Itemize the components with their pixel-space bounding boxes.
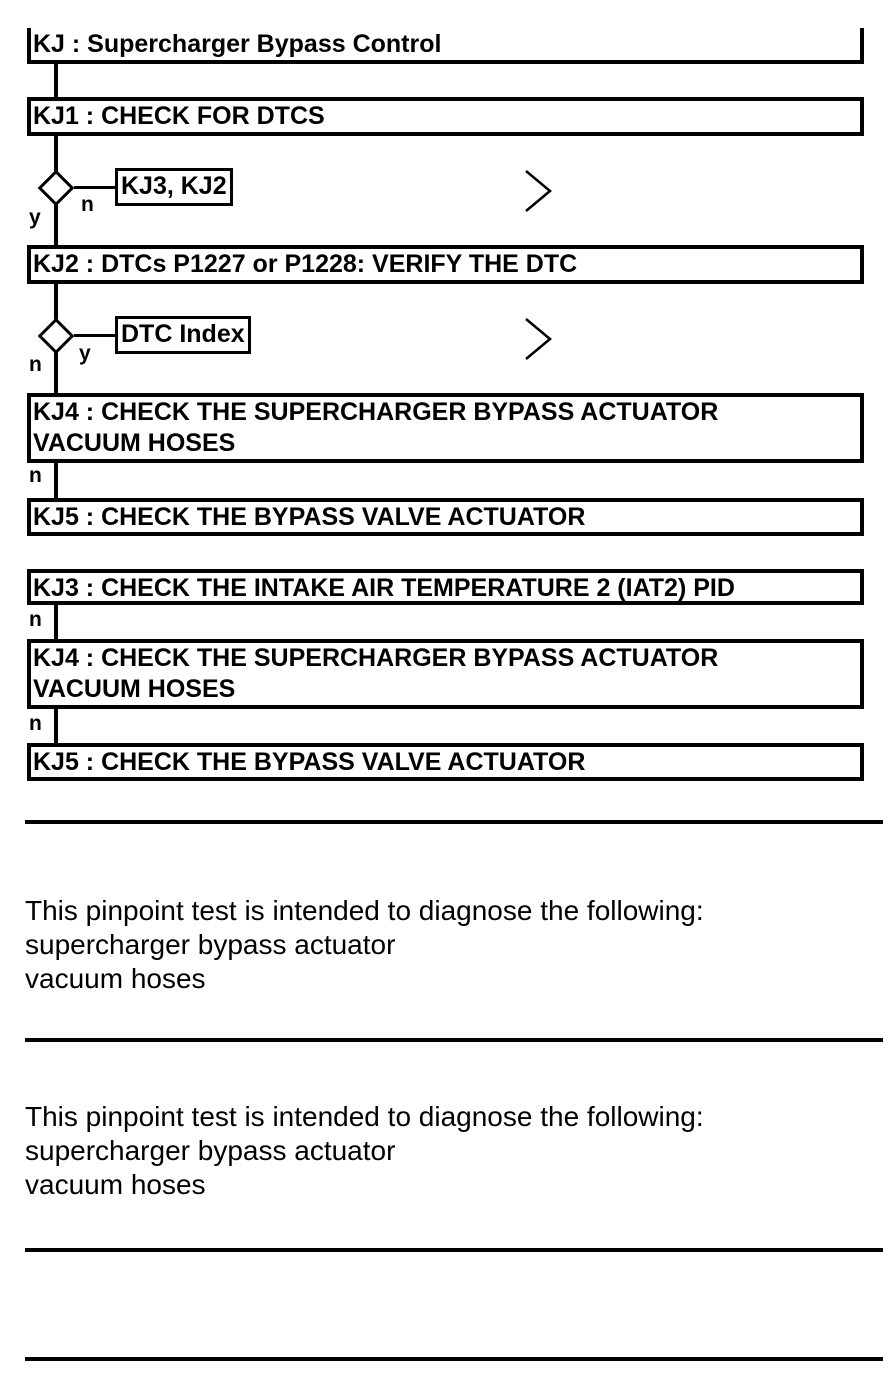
branch-no-label: n [29, 353, 42, 376]
connector [74, 186, 116, 189]
jump-target-kj3-kj2[interactable]: KJ3, KJ2 [115, 168, 233, 206]
step-kj4[interactable]: KJ4 : CHECK THE SUPERCHARGER BYPASS ACTUATOR VACUUM HOSES [27, 639, 864, 709]
divider [25, 1357, 883, 1361]
connector [54, 203, 58, 247]
test-description: This pinpoint test is intended to diagnose the following: supercharger bypass actuator vacuum hoses [25, 1101, 704, 1200]
divider [25, 1038, 883, 1042]
divider [25, 820, 883, 824]
step-kj3[interactable]: KJ3 : CHECK THE INTAKE AIR TEMPERATURE 2 (IAT2) PID [27, 569, 864, 605]
chevron-right-icon[interactable] [522, 316, 554, 362]
branch-no-label: n [29, 712, 42, 735]
divider [25, 1248, 883, 1252]
connector [54, 351, 58, 395]
step-kj2[interactable]: KJ2 : DTCs P1227 or P1228: VERIFY THE DTC [27, 245, 864, 284]
decision-diamond-icon [38, 318, 75, 355]
connector [74, 334, 116, 337]
connector [54, 463, 58, 499]
step-kj5[interactable]: KJ5 : CHECK THE BYPASS VALVE ACTUATOR [27, 498, 864, 536]
step-kj5[interactable]: KJ5 : CHECK THE BYPASS VALVE ACTUATOR [27, 743, 864, 781]
branch-no-label: n [81, 193, 94, 216]
flowchart-title-text: KJ : Supercharger Bypass Control [33, 30, 442, 58]
flowchart-title [27, 28, 864, 64]
jump-target-dtc-index[interactable]: DTC Index [115, 316, 251, 354]
connector [54, 64, 58, 98]
test-description: This pinpoint test is intended to diagnose the following: supercharger bypass actuator vacuum hoses [25, 895, 704, 994]
branch-no-label: n [29, 464, 42, 487]
step-kj4[interactable]: KJ4 : CHECK THE SUPERCHARGER BYPASS ACTUATOR VACUUM HOSES [27, 393, 864, 463]
connector [54, 605, 58, 641]
chevron-right-icon[interactable] [522, 168, 554, 214]
step-kj1[interactable]: KJ1 : CHECK FOR DTCS [27, 97, 864, 136]
connector [54, 284, 58, 321]
branch-yes-label: y [79, 342, 91, 365]
connector [54, 709, 58, 745]
connector [54, 136, 58, 174]
branch-no-label: n [29, 608, 42, 631]
branch-yes-label: y [29, 206, 41, 229]
decision-diamond-icon [38, 170, 75, 207]
